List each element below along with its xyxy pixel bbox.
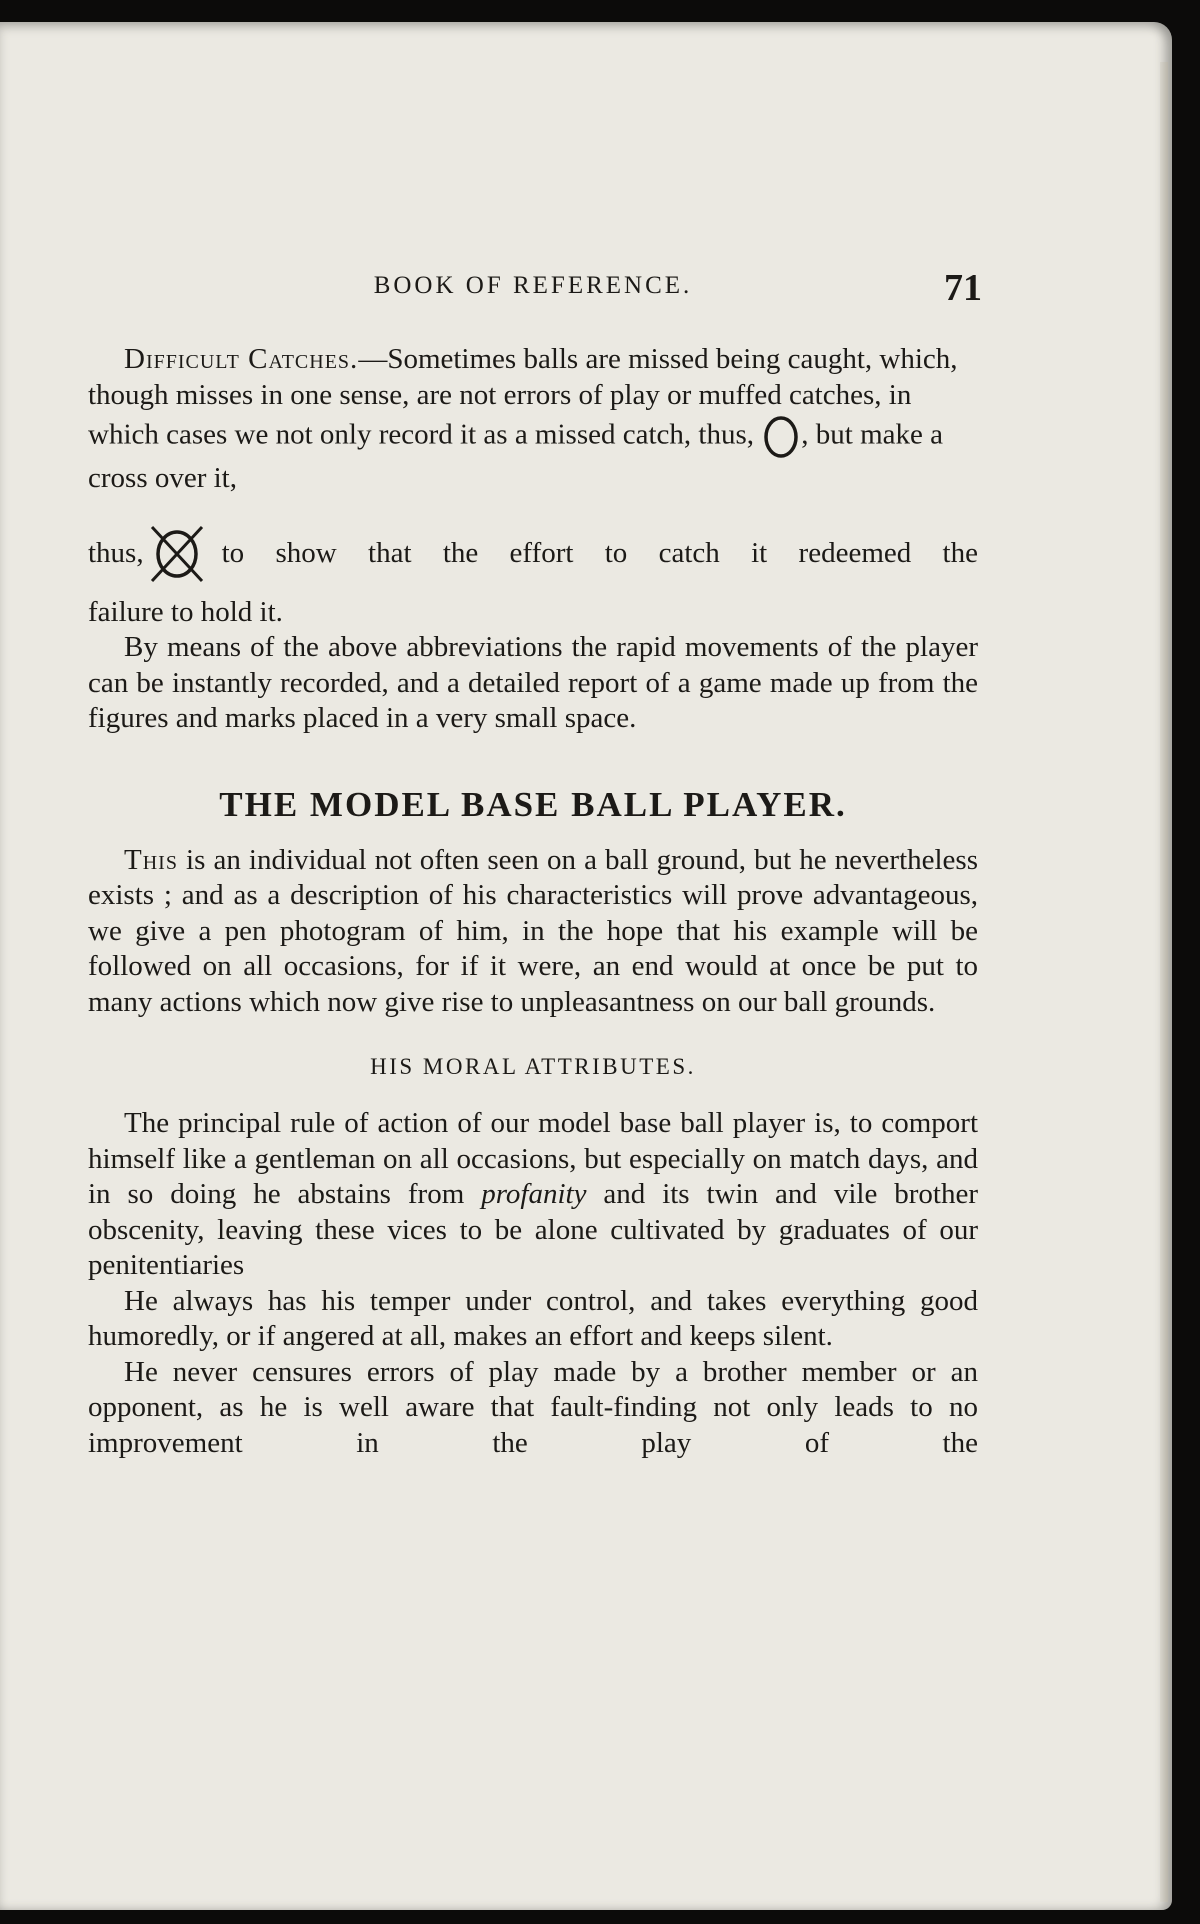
moral-p1-text: The principal rule of action of our model base ball player is, to comport himself like a gentleman on all occasions, but especially on match days, and in so doing he abstains from — [88, 1107, 978, 1210]
section-heading: THE MODEL BASE BALL PLAYER. — [219, 784, 847, 824]
page-edge — [1160, 62, 1168, 1902]
difficult-catches-paragraph — [88, 342, 978, 497]
subheading: HIS MORAL ATTRIBUTES. — [370, 1054, 696, 1079]
difficult-catches-lead: Difficult Catches. — [124, 343, 359, 375]
moral-paragraph-3: He never censures errors of play made by a brother member or an opponent, as he is well aware that fault-finding not only leads to no improvement in the play of the — [88, 1355, 978, 1459]
intro-lead: This — [124, 843, 178, 876]
thus-label: thus, — [88, 537, 144, 569]
crossed-circle-icon — [144, 519, 210, 589]
failure-line: failure to hold it. — [88, 595, 283, 628]
book-page — [0, 22, 1172, 1910]
intro-paragraph — [88, 843, 978, 1021]
circle-icon — [761, 413, 801, 461]
intro-text: is an individual not often seen on a ball ground, but he nevertheless exists ; and as a description of his characteristics will prove advantageous, we give a pen photogram of him, in the hope that his example will be followed on all occasions, for if it were, an end would at once be put to many actions which now give rise to unpleasantness on our ball grounds. — [88, 843, 978, 1018]
difficult-catches-text-2: , but make a cross over it, — [88, 418, 943, 494]
difficult-catches-text: —Sometimes balls are missed being caught, which, though misses in one sense, are not errors of play or muffed catches, in which cases we not only record it as a missed catch, thus, — [88, 343, 958, 451]
moral-paragraph-1 — [88, 1106, 978, 1284]
page-content — [88, 267, 982, 1461]
abbreviations-paragraph: By means of the above abbreviations the rapid movements of the player can be instantly recorded, and a detailed report of a game made up from the figures and marks placed in a very small space. — [88, 631, 978, 734]
profanity-emphasis: profanity — [481, 1178, 587, 1210]
moral-p1-text-2: and its twin and vile brother obscenity, leaving these vices to be alone cultivated by graduates of our penitentiaries — [88, 1178, 978, 1281]
cross-symbol-line — [88, 519, 978, 589]
page-header — [88, 267, 982, 314]
moral-paragraph-2: He always has his temper under control, and takes everything good humoredly, or if angered at all, makes an effort and keeps silent. — [88, 1284, 978, 1352]
page-number: 71 — [944, 267, 982, 309]
running-title: BOOK OF REFERENCE. — [373, 272, 693, 299]
cross-explanation: to show that the effort to catch it redeemed the — [221, 537, 978, 569]
